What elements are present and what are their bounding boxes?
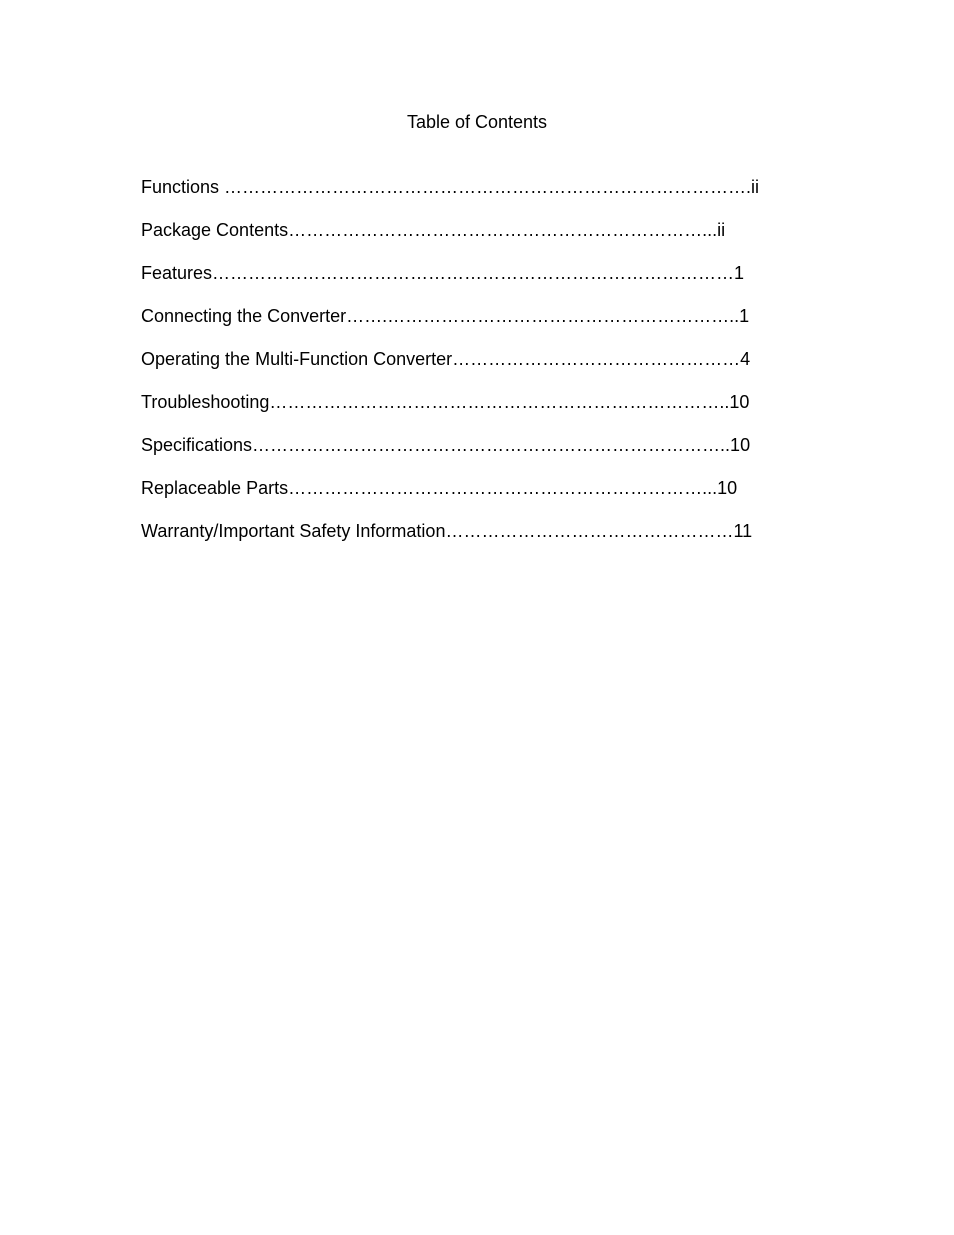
toc-entry-troubleshooting: Troubleshooting…………………………………………………………………..10 [141,392,750,412]
toc-entry-package-contents: Package Contents……………………………………………………………...ii [141,220,726,240]
toc-entry-warranty-safety-information: Warranty/Important Safety Information…………………………………………11 [141,521,753,541]
toc-title: Table of Contents [406,112,548,132]
toc-entry-connecting-the-converter: Connecting the Converter…….…………………………………………………..1 [141,306,750,326]
toc-entry-specifications: Specifications……………………………………………………………………..10 [141,435,751,455]
toc-entry-replaceable-parts: Replaceable Parts……………………………………………………………...10 [141,478,738,498]
toc-entry-features: Features……………………………………………………………………………1 [141,263,745,283]
toc-list [141,176,801,563]
toc-entry-operating-the-converter: Operating the Multi-Function Converter…………………………………………4 [141,349,751,369]
toc-entry-functions: Functions …………………………………………………………………………….ii [141,177,760,197]
